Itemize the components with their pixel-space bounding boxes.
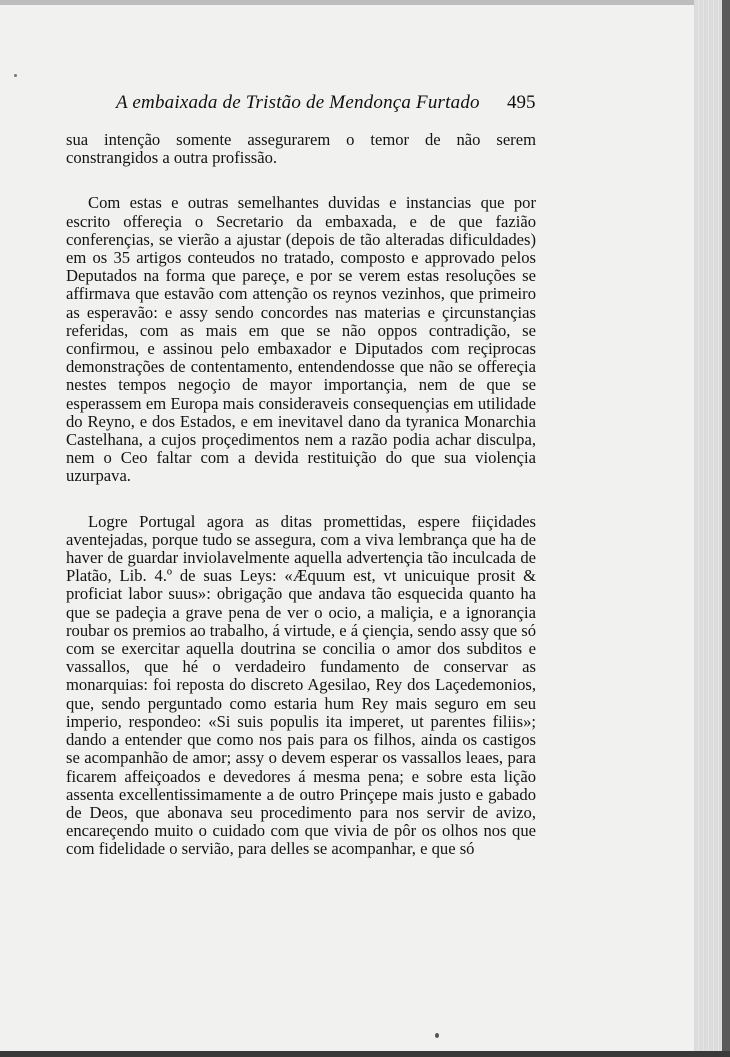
- binding-shadow: [722, 0, 730, 1057]
- ink-speck: [14, 74, 17, 77]
- body-text: [66, 131, 536, 859]
- paragraph-portugal: Logre Portugal agora as ditas promettidas, espere fiiçidades aventejadas, porque tudo se assegura, com a viva lembrança que ha de haver de guardar inviolavelmente aquella advertençia tão inculcada de Platão, Lib. 4.º de suas Leys: «Æquum est, vt unicuique prosit & proficiat labor suus»: obrigação que andava tão esquecida quanto ha que se padeçia a grave pena de ver o ocio, a maliçia, e a ignorançia roubar os premios ao trabalho, á virtude, e á çiençia, sendo assy que só com se exercitar aquella doutrina se concilia o amor dos subditos e vassallos, que hé o verdadeiro fundamento de conservar as monarquias: foi reposta do discreto Agesilao, Rey dos Laçedemonios, que, sendo perguntado como estaria hum Rey mais seguro em seu imperio, respondeo: «Si suis populis ita imperet, ut parentes filiis»; dando a entender que como nos pais para os filhos, ainda os castigos se acompanhão de amor; assy o devem esperar os vassallos leaes, para ficarem affeiçoados e devedores á mesma pena; e sobre esta lição assenta excellentissimamente a de outro Prinçepe mais justo e gabado de Deos, que abonava seu procedimento para nos servir de avizo, encareçendo muito o cuidado com que vivia de pôr os olhos nos que com fidelidade o servião, para delles se acompanhar, e que só: [66, 511, 537, 859]
- page-bottom-edge: [0, 1051, 730, 1057]
- ink-speck: [435, 1033, 439, 1038]
- paragraph-continuation: sua intenção somente assegurarem o temor de não serem constrangidos a outra profissão.: [66, 130, 536, 168]
- paragraph-treaty: Com estas e outras semelhantes duvidas e instancias que por escrito offereçia o Secretario da embaxada, e de que fazião conferençias, se vierão a ajustar (depois de tão alteradas dificuldades) em os 35 artigos conteudos no tratado, composto e approvado pelos Deputados na forma que pareçe, e por se verem estas resoluções se affirmava que estavão com attenção os reynos vezinhos, que primeiro as esperavão: e assy sendo concordes nas materias e çircunstançias referidas, com as mais em que se não oppos contradição, se confirmou, e assinou pelo embaxador e Diputados com reçiprocas demonstrações de contentamento, entendendosse que não se offereçia nestes tempos negoçio de mayor importançia, nem de que se esperassem em Europa mais consideraveis consequençias em utilidade do Reyno, e dos Estados, e em inevitavel dano da tyranica Monarchia Castelhana, a cujos proçedimentos nem a razão podia achar disculpa, nem o Ceo faltar com a devida restituição do que sua violençia uzurpava.: [66, 193, 536, 486]
- running-header: [116, 90, 576, 120]
- page-top-edge: [0, 0, 730, 5]
- running-title: A embaixada de Tristão de Mendonça Furtado: [116, 92, 480, 113]
- page-number: 495: [507, 92, 536, 113]
